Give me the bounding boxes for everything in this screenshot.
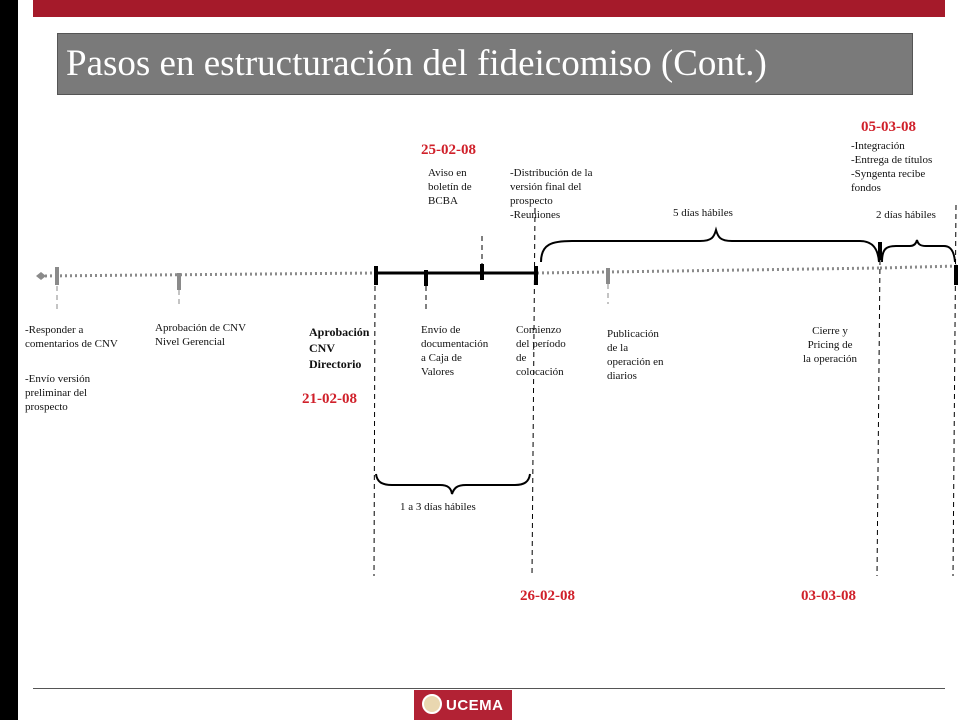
label-integracion: -Integración -Entrega de títulos -Syngenta recibe fondos — [851, 140, 933, 194]
logo-text: UCEMA — [446, 697, 504, 714]
timeline-start-marker — [36, 272, 46, 280]
brace-1-3-dias — [376, 474, 530, 494]
dash-cierre — [877, 260, 880, 576]
brace-5-dias — [541, 230, 879, 262]
duration-2-dias: 2 días hábiles — [876, 209, 936, 221]
label-aprobacion-gerencial: Aprobación de CNV Nivel Gerencial — [155, 322, 247, 348]
date-26-02-08: 26-02-08 — [520, 588, 575, 604]
ucema-logo — [414, 690, 512, 720]
label-envio-version: -Envío versión preliminar del prospecto — [25, 373, 91, 413]
label-publicacion: Publicación de la operación en diarios — [607, 328, 664, 382]
brace-2-dias — [882, 240, 955, 262]
label-responder: -Responder a comentarios de CNV — [25, 324, 118, 350]
label-distribucion: -Distribución de la versión final del prospecto -Reuniones — [510, 167, 593, 221]
label-aviso: Aviso en boletín de BCBA — [428, 167, 472, 207]
timeline-dotted-left — [40, 273, 376, 276]
label-cierre: Cierre y Pricing de la operación — [803, 325, 858, 365]
timeline-dotted-right — [537, 268, 880, 273]
date-03-03-08: 03-03-08 — [801, 588, 856, 604]
footer-divider — [33, 688, 945, 689]
dash-comienzo — [532, 208, 535, 576]
date-05-03-08: 05-03-08 — [861, 119, 916, 135]
date-21-02-08: 21-02-08 — [302, 391, 357, 407]
label-envio-documentacion: Envío de documentación a Caja de Valores — [421, 324, 489, 378]
ucema-seal-icon — [422, 694, 442, 714]
duration-5-dias: 5 días hábiles — [673, 207, 733, 219]
timeline-dotted-end — [880, 266, 958, 268]
slide-title: Pasos en estructuración del fideicomiso (Cont.) — [66, 43, 767, 84]
duration-1-3-dias: 1 a 3 días hábiles — [400, 501, 476, 513]
date-25-02-08: 25-02-08 — [421, 142, 476, 158]
label-comienzo-colocacion: Comienzo del período de colocación — [516, 324, 566, 378]
label-aprobacion-directorio: Aprobación CNV Directorio — [309, 325, 370, 371]
dash-directorio — [374, 286, 375, 576]
